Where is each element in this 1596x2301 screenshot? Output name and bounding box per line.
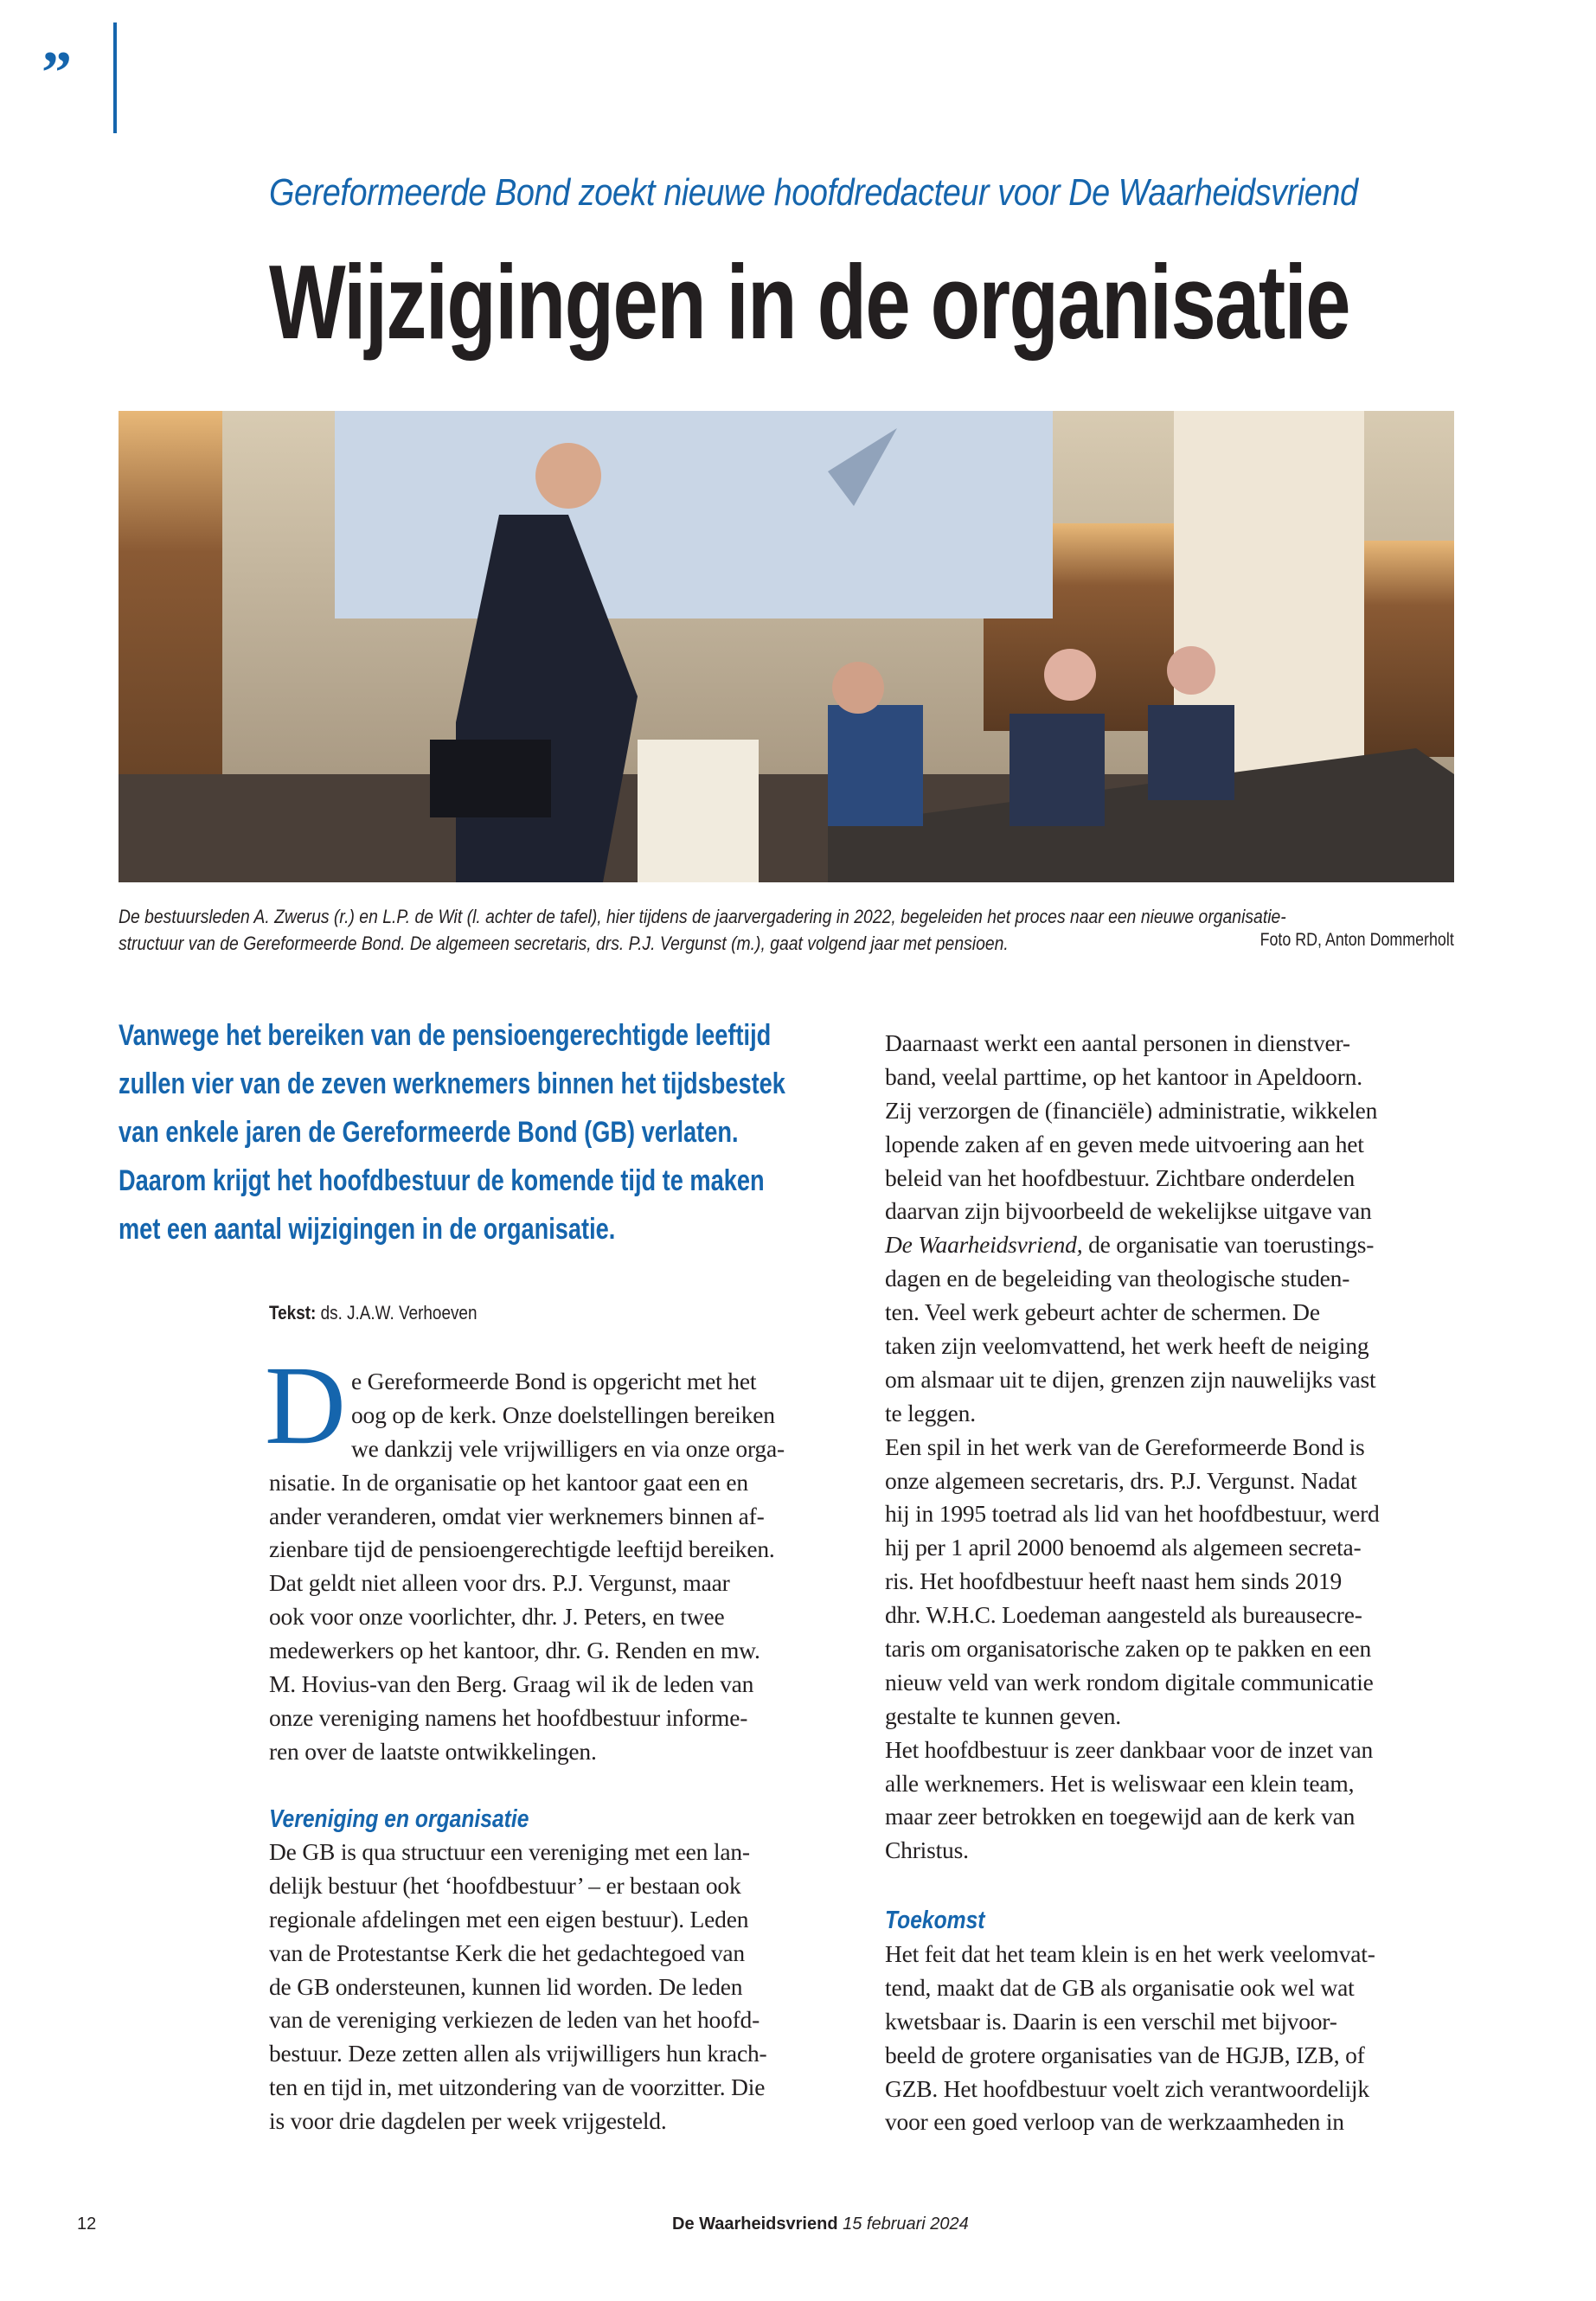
text-line: e Gereformeerde Bond is opgericht met het [351,1368,757,1394]
intro-text [269,1365,785,1769]
text-line: taris om organisatorische zaken op te pakken en een [885,1635,1371,1663]
text-line: oog op de kerk. Onze doelstellingen bereiken [351,1400,775,1428]
lead-line: Daarom krijgt het hoofdbestuur de komende tijd te maken [119,1164,765,1197]
quote-mark-icon: ” [42,40,72,106]
caption-line: De bestuursleden A. Zwerus (r.) en L.P. de Wit (l. achter de tafel), hier tijdens de jaarvergadering in 2022, begeleiden het proces naar een nieuwe organisatie- [119,906,1286,927]
lead-paragraph [119,1019,836,1261]
text-line: delijk bestuur (het ‘hoofdbestuur’ – er bestaan ook [269,1871,741,1899]
text-line: van de Protestantse Kerk die het gedachtegoed van [269,1939,745,1966]
text-line: lopende zaken af en geven mede uitvoering aan het [885,1130,1364,1157]
text-line: hij per 1 april 2000 benoemd als algemeen secreta- [885,1534,1362,1561]
article-photo [119,411,1454,882]
text-line: om alsmaar uit te dijen, grenzen zijn nauwelijks vast [885,1365,1376,1393]
text-line: Het feit dat het team klein is en het werk veelomvat- [885,1940,1375,1967]
text-line: zienbare tijd de pensioengerechtigde leeftijd bereiken. [269,1535,775,1563]
text-line: gestalte te kunnen geven. [885,1702,1121,1729]
text-line: ris. Het hoofdbestuur heeft naast hem sinds 2019 [885,1567,1343,1595]
text-line: bestuur. Deze zetten allen als vrijwilligers hun krach- [269,2040,767,2067]
byline-label: Tekst: [269,1302,317,1324]
text-line: van de vereniging verkiezen de leden van het hoofd- [269,2006,760,2034]
divider [113,22,117,133]
publication-date: 15 februari 2024 [843,2214,969,2234]
text-line: te leggen. [885,1399,976,1426]
text-line: Christus. [885,1836,969,1864]
text-line: Zij verzorgen de (financiële) administratie, wikkelen [885,1096,1378,1124]
lead-line: met een aantal wijzigingen in de organisatie. [119,1213,616,1246]
lead-line: Vanwege het bereiken van de pensioengerechtigde leeftijd [119,1019,772,1052]
caption-line: structuur van de Gereformeerde Bond. De algemeen secretaris, drs. P.J. Vergunst (m.), gaat volgend jaar met pensioen. [119,933,1009,954]
publication-title: De Waarheidsvriend, [885,1231,1083,1259]
text-line: daarvan zijn bijvoorbeeld de wekelijkse uitgave van [885,1197,1372,1225]
text-line [885,1228,1380,1262]
text-line: ten en tijd in, met uitzondering van de voorzitter. Die [269,2073,766,2101]
drop-cap: D [265,1343,346,1468]
column2-text [885,1027,1380,1868]
page-title: Wijzigingen in de organisatie [269,243,1349,361]
byline [269,1302,477,1324]
text-line: de GB ondersteunen, kunnen lid worden. De leden [269,1972,743,2000]
kicker: Gereformeerde Bond zoekt nieuwe hoofdredacteur voor De Waarheidsvriend [269,171,1358,214]
text-line: maar zeer betrokken en toegewijd aan de kerk van [885,1803,1356,1830]
section-text [269,1836,766,2138]
text-line: regionale afdelingen met een eigen bestuur). Leden [269,1905,749,1932]
footer-publication [672,2214,969,2234]
text-line: De GB is qua structuur een vereniging met een lan- [269,1838,750,1865]
text-line: Een spil in het werk van de Gereformeerde Bond is [885,1433,1365,1460]
text-line: we dankzij vele vrijwilligers en via onze orga- [351,1434,785,1462]
text-line: voor een goed verloop van de werkzaamheden in [885,2108,1344,2136]
text-line: beeld de grotere organisaties van de HGJB, IZB, of [885,2041,1365,2068]
text-line: GZB. Het hoofdbestuur voelt zich verantwoordelijk [885,2074,1369,2102]
subheading-vereniging: Vereniging en organisatie [269,1805,529,1833]
text-line: is voor drie dagdelen per week vrijgesteld. [269,2107,667,2135]
text-line: Dat geldt niet alleen voor drs. P.J. Vergunst, maar [269,1569,730,1597]
text-line: alle werknemers. Het is weliswaar een klein team, [885,1769,1355,1797]
photo-credit: Foto RD, Anton Dommerholt [1259,930,1454,950]
text-line: nieuw veld van werk rondom digitale communicatie [885,1668,1374,1695]
text-line: M. Hovius-van den Berg. Graag wil ik de leden van [269,1670,754,1698]
text-line: ren over de laatste ontwikkelingen. [269,1737,597,1765]
text-line: dhr. W.H.C. Loedeman aangesteld als bureausecre- [885,1601,1362,1629]
text-line: kwetsbaar is. Daarin is een verschil met bijvoor- [885,2007,1337,2035]
byline-author: ds. J.A.W. Verhoeven [320,1302,478,1324]
text-line: ook voor onze voorlichter, dhr. J. Peters, en twee [269,1603,725,1631]
text-line: dagen en de begeleiding van theologische studen- [885,1265,1350,1292]
publication-name: De Waarheidsvriend [672,2214,838,2234]
text-fragment: de organisatie van toerustings- [1082,1231,1375,1259]
lead-line: van enkele jaren de Gereformeerde Bond (GB) verlaten. [119,1116,739,1149]
text-line: onze algemeen secretaris, drs. P.J. Vergunst. Nadat [885,1466,1357,1494]
toekomst-text [885,1938,1375,2139]
text-line: hij in 1995 toetrad als lid van het hoofdbestuur, werd [885,1500,1380,1528]
text-line: nisatie. In de organisatie op het kantoor gaat een en [269,1468,748,1496]
text-line: tend, maakt dat de GB als organisatie ook wel wat [885,1973,1355,2001]
text-line: band, veelal parttime, op het kantoor in Apeldoorn. [885,1062,1362,1090]
text-line: ander veranderen, omdat vier werknemers binnen af- [269,1502,765,1529]
subheading-toekomst: Toekomst [885,1907,985,1934]
text-line: medewerkers op het kantoor, dhr. G. Renden en mw. [269,1637,760,1664]
text-line: beleid van het hoofdbestuur. Zichtbare onderdelen [885,1163,1356,1191]
text-line: taken zijn veelomvattend, het werk heeft de neiging [885,1332,1369,1360]
lead-line: zullen vier van de zeven werknemers binnen het tijdsbestek [119,1067,785,1100]
text-line: Daarnaast werkt een aantal personen in dienstver- [885,1029,1350,1056]
text-line: onze vereniging namens het hoofdbestuur informe- [269,1703,748,1731]
photo-caption [119,903,1454,957]
page-number: 12 [77,2214,97,2234]
text-line: ten. Veel werk gebeurt achter de schermen. De [885,1298,1320,1326]
text-line: Het hoofdbestuur is zeer dankbaar voor de inzet van [885,1735,1374,1763]
